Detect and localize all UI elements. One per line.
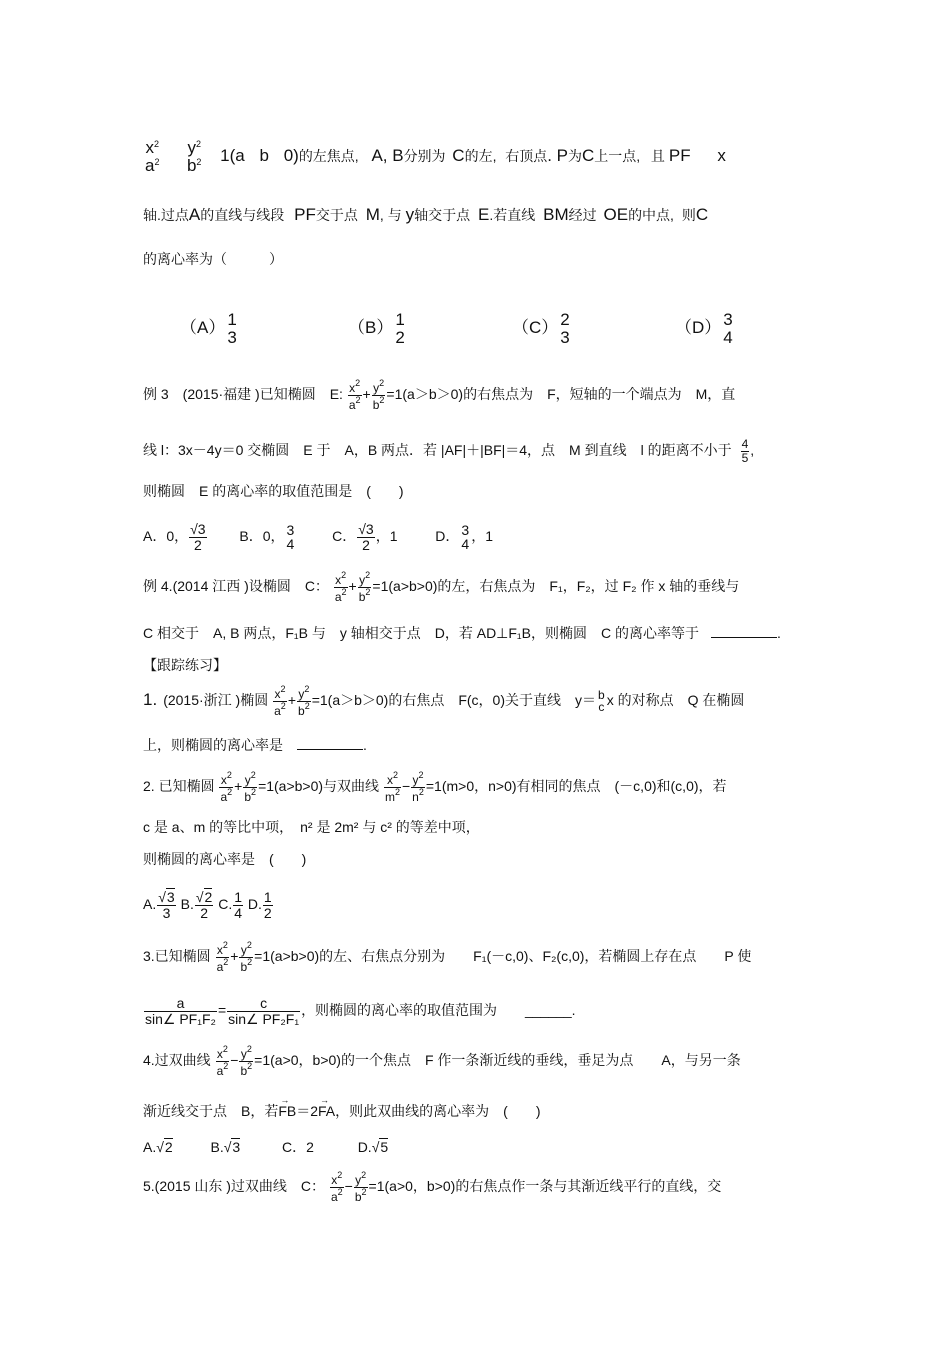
answer-blank[interactable]: ______. bbox=[524, 1002, 576, 1018]
tq3-line2: $\frac{a}{\text{sin∠ PF₁F₂}}$ = $\frac{c}{\text{sin∠ PF₂F₁}}$ ，则椭圆的离心率的取值范围为 ______. bbox=[145, 995, 576, 1027]
tq1-line1: 1. (2015·浙江 )椭圆 $\frac{x^2}{a^2}$ + $\frac{y^2}{b^2}$ =1(a＞b＞0)的右焦点 F(c，0)关于直线 y＝ b c x 的对称点 Q 在椭圆 bbox=[143, 684, 745, 718]
q0-line1: $x^2$ $a^2$ $y^2$ $b^2$ 1(a b 0)的左焦点, A, B分别为 C的左, 右顶点. P为C上一点, 且 PF x bbox=[145, 137, 726, 175]
answer-blank[interactable] bbox=[711, 625, 777, 638]
tq4-options bbox=[143, 1138, 388, 1156]
q0-line3: 的离心率为（ ） bbox=[143, 251, 283, 267]
tracking-heading: 【跟踪练习】 bbox=[143, 657, 227, 673]
tq2-line2: c 是 a、m 的等比中项， n² 是 2m² 与 c² 的等差中项， bbox=[143, 819, 480, 835]
option-c[interactable]: C. $\frac{1}{4}$ bbox=[218, 889, 243, 921]
answer-blank[interactable] bbox=[297, 737, 363, 750]
option-b[interactable]: B.√3 bbox=[210, 1139, 241, 1155]
option-c[interactable]: C．2 bbox=[282, 1139, 314, 1155]
ex3-line1: 例 3 (2015·福建 )已知椭圆 E: $\frac{x^2}{a^2}$ + $\frac{y^2}{b^2}$ =1(a＞b＞0)的右焦点为 F，短轴的一个端点为 M，直 bbox=[143, 378, 736, 412]
option-d[interactable]: D． 3 4 ，1 bbox=[435, 521, 493, 553]
tq2-line1: 2. 已知椭圆 $\frac{x^2}{a^2}$ + $\frac{y^2}{b^2}$ =1(a>b>0)与双曲线 $\frac{x^2}{m^2}$ − $\frac{y^2}{n^2}$ =1(m>0，n>0)有相同的焦点 (－c,0)和(c,0)，若 bbox=[143, 770, 727, 804]
ex4-line1: 例 4.(2014 江西 )设椭圆 C： $\frac{x^2}{a^2}$ + $\frac{y^2}{b^2}$ =1(a>b>0)的左，右焦点为 F₁，F₂，过 F₂ 作 x 轴的垂线与 bbox=[143, 570, 740, 604]
option-a[interactable]: A．0， $\frac{√3}{2}$ bbox=[143, 521, 206, 553]
ex4-line2: C 相交于 A, B 两点，F₁B 与 y 轴相交于点 D，若 AD⊥F₁B，则椭圆 C 的离心率等于 . bbox=[143, 625, 781, 641]
option-d[interactable]: （D） 3 4 bbox=[675, 309, 733, 347]
option-d[interactable]: D.√5 bbox=[357, 1139, 389, 1155]
tq1-line2: 上，则椭圆的离心率是 . bbox=[143, 737, 367, 753]
tq2-options bbox=[143, 884, 274, 924]
fraction: $y^2$ $b^2$ bbox=[186, 137, 202, 175]
option-c[interactable]: （C） 2 3 bbox=[512, 309, 570, 347]
option-b[interactable]: （B） 1 2 bbox=[348, 309, 405, 347]
tq3-line1: 3.已知椭圆 $\frac{x^2}{a^2}$ + $\frac{y^2}{b^2}$ =1(a>b>0)的左、右焦点分别为 F₁(－c,0)、F₂(c,0)，若椭圆上存在点 P 使 bbox=[143, 940, 752, 974]
option-b[interactable]: B. $\frac{√2}{2}$ bbox=[180, 889, 213, 921]
tq2-line3: 则椭圆的离心率是 ( ) bbox=[143, 851, 307, 867]
tq5-line1: 5.(2015 山东 )过双曲线 C： $\frac{x^2}{a^2}$ − $\frac{y^2}{b^2}$ =1(a>0，b>0)的右焦点作一条与其渐近线平行的直线，交 bbox=[143, 1170, 722, 1204]
ex3-options bbox=[143, 516, 493, 556]
option-c[interactable]: C． $\frac{√3}{2}$ ，1 bbox=[332, 521, 398, 553]
option-d[interactable]: D. $\frac{1}{2}$ bbox=[247, 889, 272, 921]
option-a[interactable]: A.√2 bbox=[143, 1139, 173, 1155]
q0-options bbox=[0, 304, 950, 352]
option-a[interactable]: （A） 1 3 bbox=[180, 309, 237, 347]
tq4-line1: 4.过双曲线 $\frac{x^2}{a^2}$ − $\frac{y^2}{b^2}$ =1(a>0，b>0)的一个焦点 F 作一条渐近线的垂线，垂足为点 A，与另一条 bbox=[143, 1044, 741, 1078]
ex3-line3: 则椭圆 E 的离心率的取值范围是 ( ) bbox=[143, 483, 404, 499]
fraction: $x^2$ $a^2$ bbox=[145, 137, 160, 175]
tq4-line2: 渐近线交于点 B，若→ FB＝2→ FA，则此双曲线的离心率为 ( ) bbox=[143, 1102, 540, 1120]
q0-line2: 轴.过点A的直线与线段 PF交于点 M, 与 y轴交于点 E.若直线 BM经过 OE的中点, 则C bbox=[143, 205, 709, 224]
ex3-line2: 线 l：3x－4y＝0 交椭圆 E 于 A，B 两点．若 |AF|＋|BF|＝4，点 M 到直线 l 的距离不小于 $\frac{4}{5}$ , bbox=[143, 437, 755, 465]
option-a[interactable]: A. $\frac{√3}{3}$ bbox=[143, 889, 175, 921]
option-b[interactable]: B．0， 3 4 bbox=[239, 521, 295, 553]
